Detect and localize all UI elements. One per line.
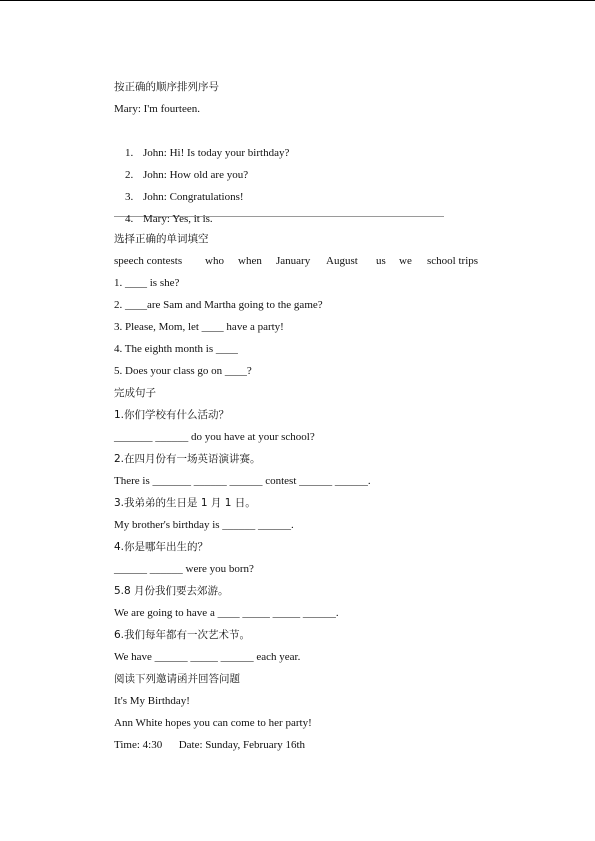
word-bank xyxy=(114,250,534,272)
section4-heading: 阅读下列邀请函并回答问题 xyxy=(114,673,240,685)
section1-item-text: John: Hi! Is today your birthday? xyxy=(143,147,290,159)
worksheet-page xyxy=(114,76,534,756)
section1-heading: 按正确的顺序排列序号 xyxy=(114,81,219,93)
section2-item: 4. The eighth month is ____ xyxy=(114,343,238,355)
section1-item-text: Mary: Yes, it is. xyxy=(143,213,213,225)
section1-mary-line: Mary: I'm fourteen. xyxy=(114,103,200,115)
section3-english-blank: ______ ______ were you born? xyxy=(114,563,254,575)
section1-item-number: 3. xyxy=(125,191,134,203)
section1-item-number: 2. xyxy=(125,169,134,181)
section3-heading: 完成句子 xyxy=(114,387,156,399)
section3-english-blank: We are going to have a ____ _____ _____ ______. xyxy=(114,607,339,619)
section2-item: 1. ____ is she? xyxy=(114,277,180,289)
section3-chinese-prompt: 4.你是哪年出生的？ xyxy=(114,541,209,553)
word-bank-item: school trips xyxy=(427,255,479,267)
word-bank-item: we xyxy=(399,255,412,267)
invitation-time-date: Time: 4:30 Date: Sunday, February 16th xyxy=(114,739,306,751)
section1-item-text: John: How old are you? xyxy=(143,169,249,181)
section3-english-blank: There is _______ ______ ______ contest ______ ______. xyxy=(114,475,371,487)
invitation-title: It's My Birthday! xyxy=(114,695,190,707)
word-bank-item: us xyxy=(376,255,386,267)
word-bank-item: who xyxy=(205,255,224,267)
word-bank-item: when xyxy=(238,255,262,267)
section3-chinese-prompt: 2.在四月份有一场英语演讲赛。 xyxy=(114,453,261,465)
section3-english-blank: We have ______ _____ ______ each year. xyxy=(114,651,301,663)
section1-item xyxy=(114,120,534,159)
top-border-rule xyxy=(0,0,595,1)
invitation-message: Ann White hopes you can come to her party! xyxy=(114,717,312,729)
word-bank-item: August xyxy=(326,255,358,267)
section2-item: 2. ____are Sam and Martha going to the game? xyxy=(114,299,323,311)
section3-chinese-prompt: 5.8 月份我们要去郊游。 xyxy=(114,585,229,597)
section1-item-text: John: Congratulations! xyxy=(143,191,244,203)
word-bank-item: speech contests xyxy=(114,255,183,267)
section3-chinese-prompt: 1.你们学校有什么活动？ xyxy=(114,409,230,421)
section3-chinese-prompt: 6.我们每年都有一次艺术节。 xyxy=(114,629,251,641)
word-bank-item: January xyxy=(276,255,311,267)
section3-english-blank: _______ ______ do you have at your school? xyxy=(114,431,315,443)
section2-heading: 选择正确的单词填空 xyxy=(114,233,209,245)
section2-item: 5. Does your class go on ____? xyxy=(114,365,252,377)
section3-chinese-prompt: 3.我弟弟的生日是 1 月 1 日。 xyxy=(114,497,256,509)
section3-english-blank: My brother's birthday is ______ ______. xyxy=(114,519,294,531)
section2-item: 3. Please, Mom, let ____ have a party! xyxy=(114,321,284,333)
section1-item-number: 4. xyxy=(125,213,134,225)
section1-item-number: 1. xyxy=(125,147,134,159)
